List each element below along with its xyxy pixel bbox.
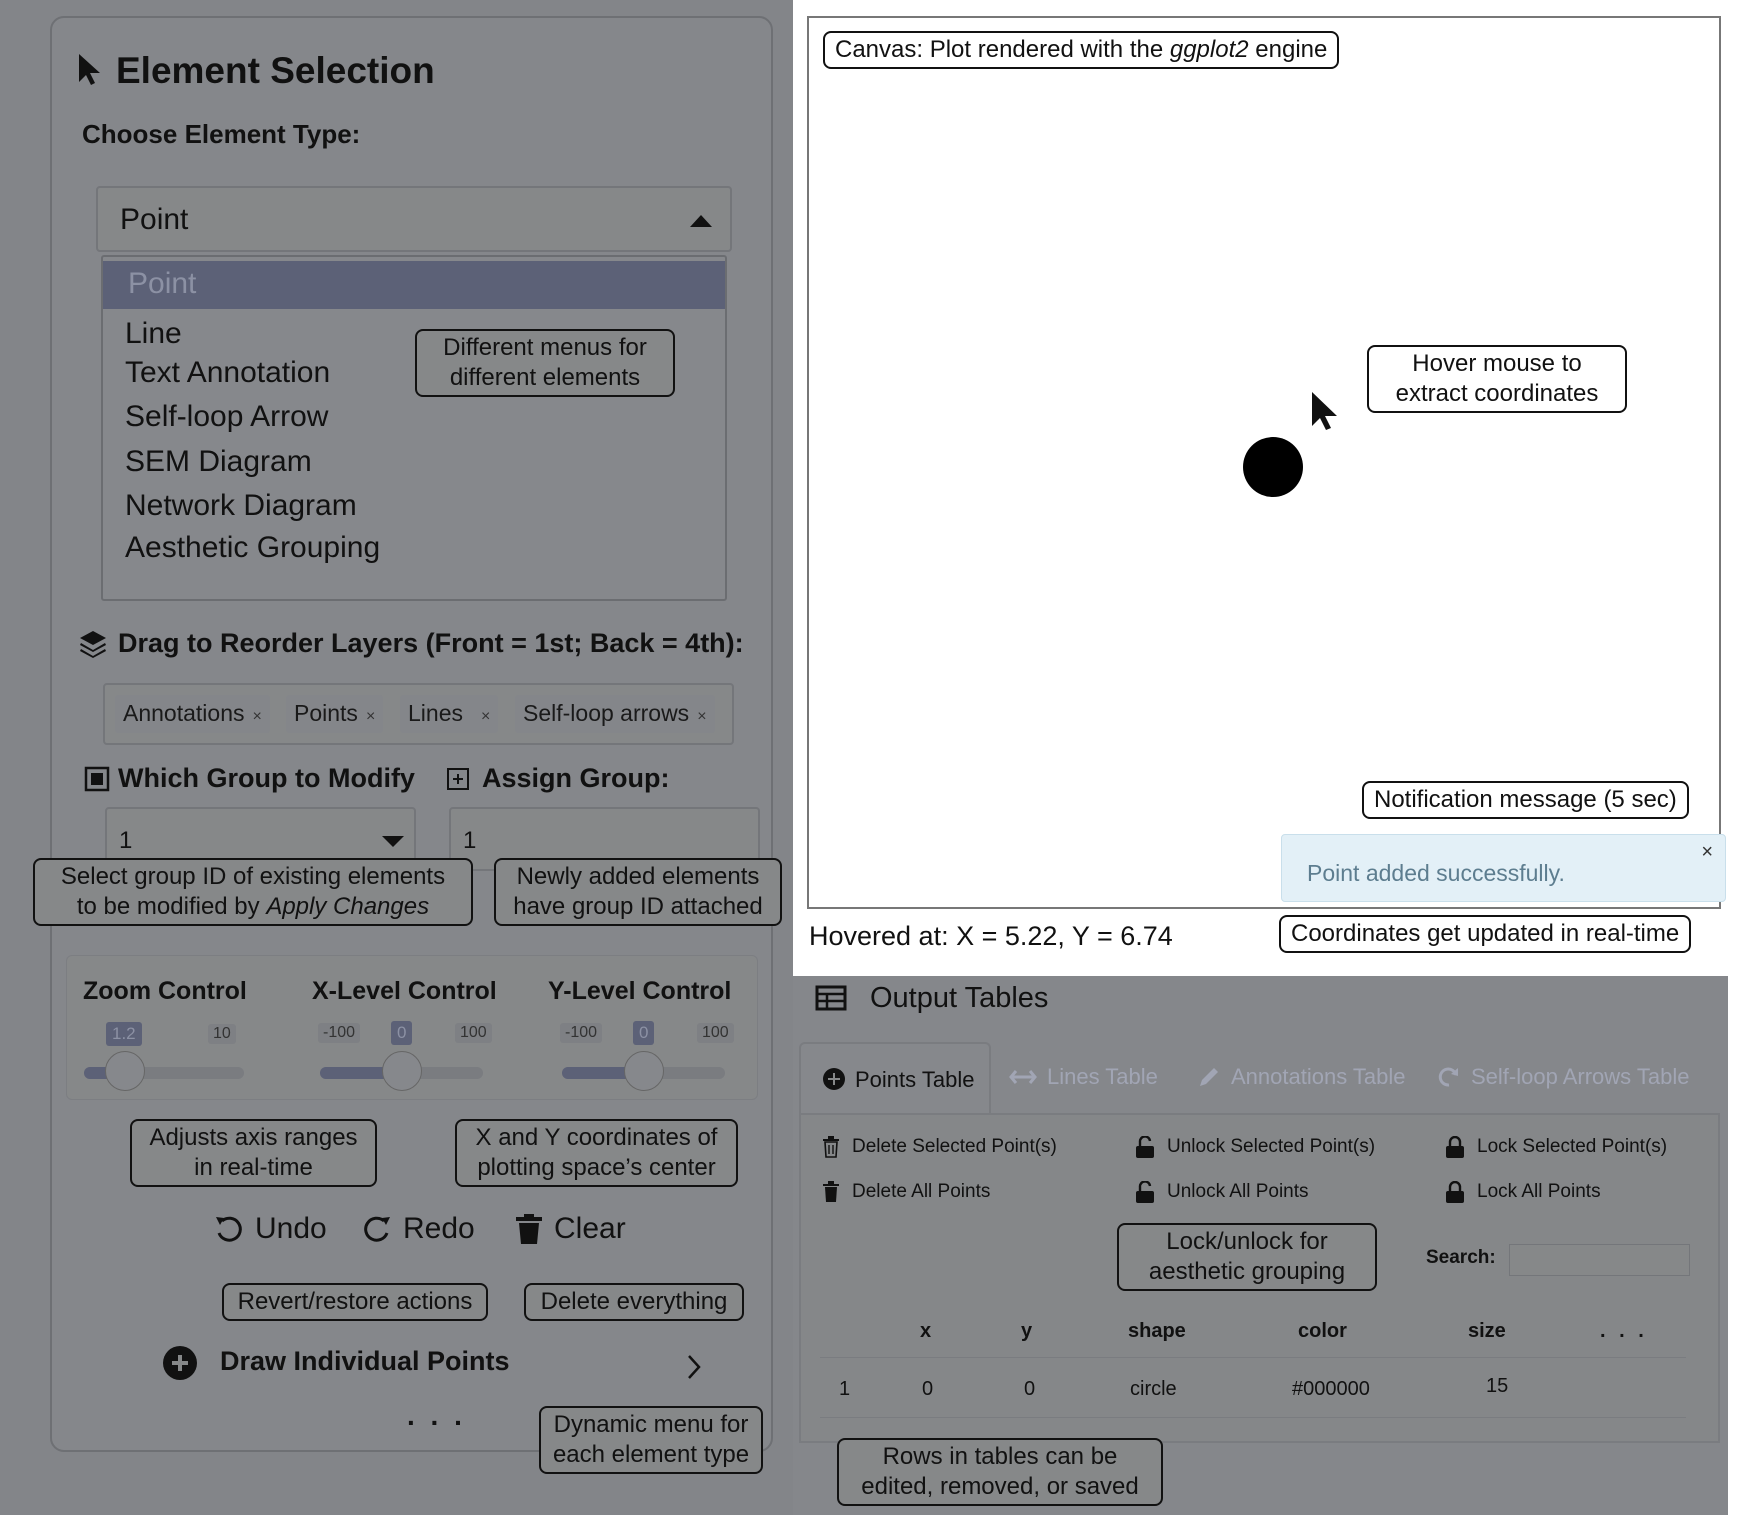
plot-point[interactable] bbox=[1243, 437, 1303, 497]
remove-icon: × bbox=[697, 708, 707, 725]
zoom-min-value: 1.2 bbox=[106, 1022, 142, 1046]
caret-up-icon bbox=[690, 215, 712, 227]
callout-notification: Notification message (5 sec) bbox=[1362, 781, 1689, 819]
tab-self-loop-arrows-table[interactable]: Self-loop Arrows Table bbox=[1437, 1064, 1690, 1090]
delete-all-points-button[interactable]: Delete All Points bbox=[822, 1181, 990, 1203]
dropdown-option-self-loop-arrow[interactable]: Self-loop Arrow bbox=[125, 400, 329, 433]
close-icon[interactable]: × bbox=[1701, 841, 1713, 863]
undo-button[interactable]: Undo bbox=[213, 1212, 327, 1246]
lock-icon bbox=[1445, 1181, 1465, 1203]
pointer-icon bbox=[77, 52, 103, 86]
dropdown-option-aesthetic-grouping[interactable]: Aesthetic Grouping bbox=[125, 531, 381, 564]
delete-selected-points-button[interactable]: Delete Selected Point(s) bbox=[822, 1136, 1057, 1158]
tab-annotations-table[interactable]: Annotations Table bbox=[1197, 1064, 1406, 1090]
lock-icon bbox=[1445, 1136, 1465, 1158]
clear-button[interactable]: Clear bbox=[514, 1212, 626, 1246]
group-modify-icon bbox=[84, 766, 110, 792]
callout-xy-center: X and Y coordinates of plotting space’s center bbox=[455, 1119, 738, 1187]
x-level-min: -100 bbox=[318, 1023, 360, 1043]
table-icon bbox=[815, 985, 847, 1011]
column-header-shape[interactable]: shape bbox=[1128, 1320, 1186, 1342]
zoom-control-label: Zoom Control bbox=[83, 977, 247, 1005]
x-level-current: 0 bbox=[391, 1021, 412, 1045]
left-panel bbox=[0, 0, 793, 1515]
add-circle-icon bbox=[163, 1346, 197, 1380]
column-header-size[interactable]: size bbox=[1468, 1320, 1506, 1342]
plus-square-icon bbox=[446, 767, 470, 791]
y-level-min: -100 bbox=[560, 1023, 602, 1043]
element-type-dropdown bbox=[101, 255, 727, 601]
y-level-max: 100 bbox=[697, 1023, 734, 1043]
table-row[interactable] bbox=[820, 1358, 1686, 1417]
modify-group-label: Which Group to Modify bbox=[118, 763, 415, 793]
remove-icon: × bbox=[365, 708, 376, 725]
trash-outline-icon bbox=[822, 1136, 840, 1158]
callout-delete-everything: Delete everything bbox=[524, 1283, 744, 1321]
dropdown-option-point[interactable]: Point bbox=[103, 261, 725, 309]
callout-dynamic-menu: Dynamic menu for each element type bbox=[539, 1406, 763, 1474]
search-label: Search: bbox=[1426, 1247, 1496, 1268]
callout-lock-unlock: Lock/unlock for aesthetic grouping bbox=[1117, 1223, 1377, 1291]
callout-menus: Different menus for different elements bbox=[415, 329, 675, 397]
layer-chip-annotations[interactable]: Annotations × bbox=[115, 695, 270, 733]
double-arrow-icon bbox=[1009, 1068, 1037, 1086]
tab-lines-table[interactable]: Lines Table bbox=[1009, 1064, 1158, 1090]
unlock-icon bbox=[1135, 1181, 1155, 1203]
assign-group-input[interactable]: 1 bbox=[449, 807, 760, 871]
dropdown-option-text-annotation[interactable]: Text Annotation bbox=[125, 356, 331, 389]
cell-x[interactable]: 0 bbox=[922, 1378, 934, 1400]
cell-shape[interactable]: circle bbox=[1130, 1378, 1177, 1400]
x-level-max: 100 bbox=[455, 1023, 492, 1043]
pencil-icon bbox=[1197, 1065, 1221, 1089]
cell-y[interactable]: 0 bbox=[1024, 1378, 1036, 1400]
mouse-cursor-icon bbox=[1310, 390, 1340, 432]
panel-title: Element Selection bbox=[116, 50, 435, 91]
zoom-max-value: 10 bbox=[208, 1024, 236, 1044]
layer-chip-points[interactable]: Points × bbox=[286, 695, 383, 733]
hover-coordinates: Hovered at: X = 5.22, Y = 6.74 bbox=[809, 921, 1173, 951]
redo-icon bbox=[361, 1213, 393, 1245]
callout-revert: Revert/restore actions bbox=[222, 1283, 488, 1321]
assign-group-label: Assign Group: bbox=[482, 763, 670, 793]
modify-group-select[interactable]: 1 bbox=[105, 807, 416, 871]
layer-chip-lines[interactable]: Lines × bbox=[400, 695, 498, 733]
remove-icon: × bbox=[480, 708, 491, 725]
notification-toast bbox=[1281, 834, 1726, 902]
lock-selected-points-button[interactable]: Lock Selected Point(s) bbox=[1445, 1136, 1667, 1158]
trash-icon bbox=[822, 1181, 840, 1203]
layer-chip-self-loop-arrows[interactable]: Self-loop arrows × bbox=[515, 695, 715, 733]
unlock-all-points-button[interactable]: Unlock All Points bbox=[1135, 1181, 1309, 1203]
dropdown-option-line[interactable]: Line bbox=[125, 317, 182, 350]
row-divider bbox=[820, 1417, 1686, 1418]
choose-type-label: Choose Element Type: bbox=[82, 119, 361, 149]
callout-canvas: Canvas: Plot rendered with the ggplot2 engine bbox=[823, 31, 1339, 69]
x-level-slider-handle[interactable] bbox=[382, 1051, 422, 1091]
x-level-label: X-Level Control bbox=[312, 977, 497, 1005]
unlock-selected-points-button[interactable]: Unlock Selected Point(s) bbox=[1135, 1136, 1375, 1158]
output-tables-title: Output Tables bbox=[870, 982, 1049, 1014]
element-type-select[interactable] bbox=[96, 186, 732, 252]
layers-label: Drag to Reorder Layers (Front = 1st; Back = 4th): bbox=[118, 628, 744, 658]
y-level-slider-handle[interactable] bbox=[624, 1051, 664, 1091]
callout-new-elements: Newly added elements have group ID attached bbox=[494, 858, 782, 926]
row-index: 1 bbox=[839, 1378, 851, 1400]
add-circle-icon bbox=[823, 1068, 845, 1090]
column-header-y[interactable]: y bbox=[1021, 1320, 1033, 1342]
chevron-right-icon[interactable] bbox=[684, 1352, 704, 1382]
callout-coords-update: Coordinates get updated in real-time bbox=[1279, 915, 1691, 953]
column-header-more: . . . bbox=[1600, 1320, 1648, 1342]
select-value: Point bbox=[120, 203, 189, 236]
zoom-slider-handle[interactable] bbox=[105, 1051, 145, 1091]
remove-icon: × bbox=[252, 708, 262, 725]
y-level-current: 0 bbox=[633, 1021, 654, 1045]
trash-icon bbox=[514, 1213, 544, 1245]
column-header-x[interactable]: x bbox=[920, 1320, 932, 1342]
callout-select-group: Select group ID of existing elements to be modified by Apply Changes bbox=[33, 858, 473, 926]
redo-button[interactable]: Redo bbox=[361, 1212, 475, 1246]
column-header-color[interactable]: color bbox=[1298, 1320, 1347, 1342]
dropdown-option-sem-diagram[interactable]: SEM Diagram bbox=[125, 445, 312, 478]
tab-points-table[interactable] bbox=[799, 1042, 991, 1118]
caret-down-icon bbox=[382, 836, 404, 847]
layers-icon bbox=[78, 629, 108, 659]
dropdown-option-network-diagram[interactable]: Network Diagram bbox=[125, 489, 357, 522]
lock-all-points-button[interactable]: Lock All Points bbox=[1445, 1181, 1601, 1203]
ellipsis: . . . bbox=[407, 1400, 466, 1431]
draw-points-label[interactable]: Draw Individual Points bbox=[220, 1346, 510, 1376]
unlock-icon bbox=[1135, 1136, 1155, 1158]
cell-color[interactable]: #000000 bbox=[1292, 1378, 1370, 1400]
callout-axis-ranges: Adjusts axis ranges in real-time bbox=[130, 1119, 377, 1187]
notification-text: Point added successfully. bbox=[1307, 860, 1565, 886]
loop-arrow-icon bbox=[1437, 1065, 1461, 1089]
table-search-input[interactable] bbox=[1509, 1244, 1690, 1276]
callout-hover: Hover mouse to extract coordinates bbox=[1367, 345, 1627, 413]
undo-icon bbox=[213, 1213, 245, 1245]
y-level-label: Y-Level Control bbox=[548, 977, 732, 1005]
callout-rows-edit: Rows in tables can be edited, removed, or saved bbox=[837, 1438, 1163, 1506]
tab-label: Points Table bbox=[855, 1067, 975, 1092]
cell-size[interactable]: 15 bbox=[1486, 1375, 1509, 1397]
